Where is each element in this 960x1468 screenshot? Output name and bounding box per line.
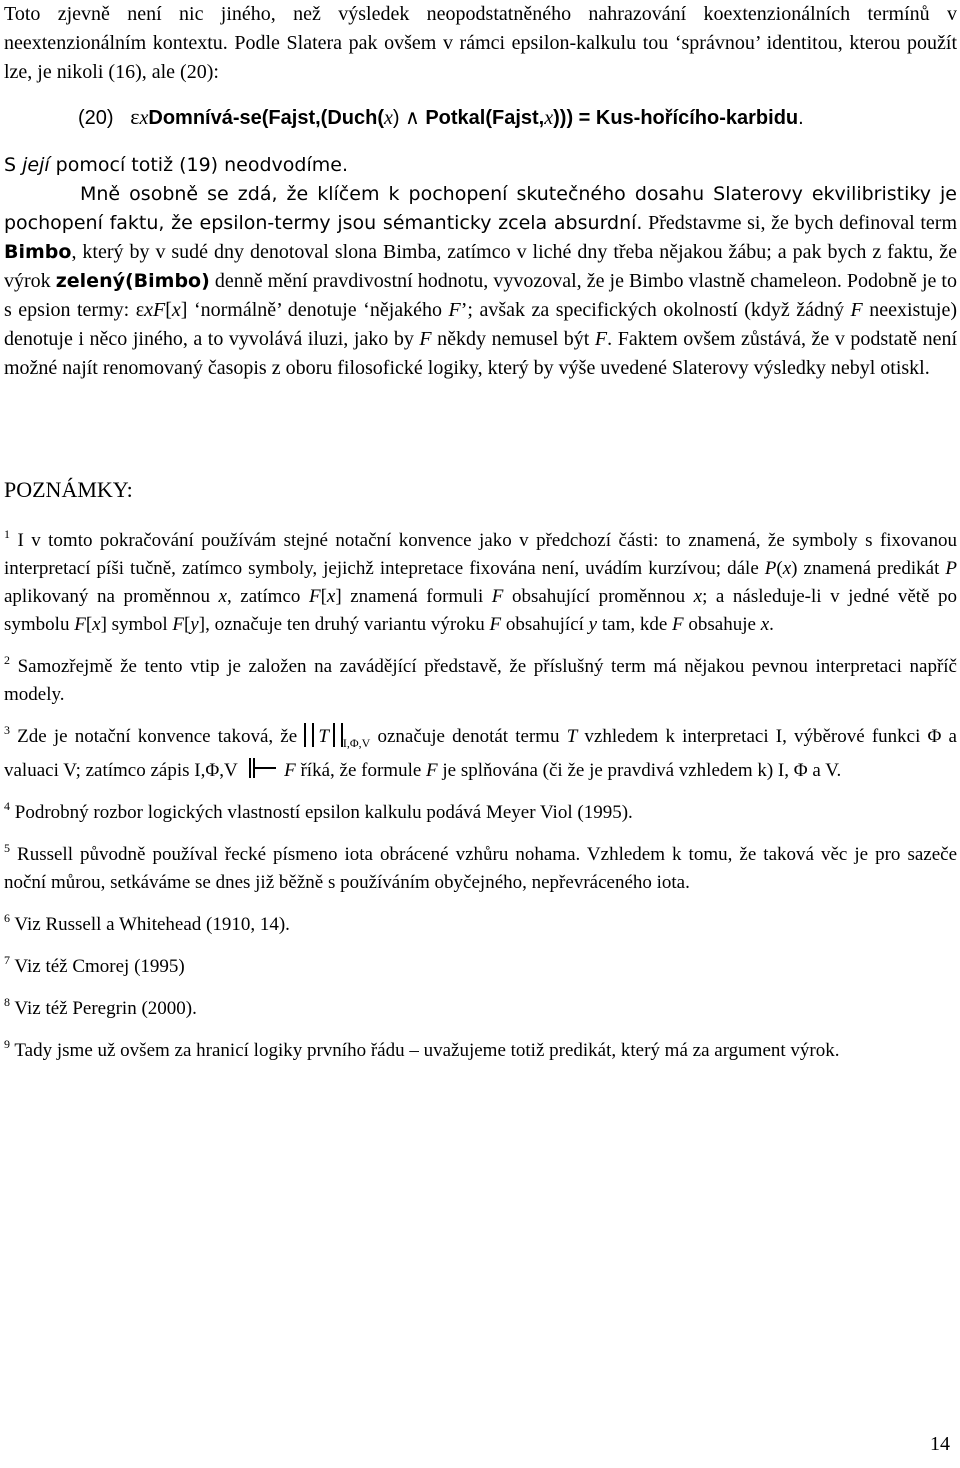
- fn1-g: ; a následuje-li v jedné větě po symbolu: [4, 586, 958, 635]
- fn1-d: , zatímco: [226, 586, 309, 607]
- fn3-b: označuje denotát termu: [370, 726, 567, 747]
- main-s6: neexistuje) denotuje i něco jiného, a to vyvolává iluzi, jako by: [4, 299, 957, 350]
- fn2-text: Samozřejmě že tento vtip je založen na zavádějící představě, že příslušný term má nějakou pevnou interpretaci napříč modely.: [4, 656, 957, 705]
- term-bimbo: Bimbo: [4, 241, 72, 263]
- formula-var: x: [139, 107, 149, 129]
- formula-var-3: x: [544, 107, 554, 129]
- fn3-e: je splňována (či že je pravdivá vzhledem k) I, Φ a V.: [437, 759, 842, 781]
- fn1-a: I v tomto pokračování používám stejné notační konvence jako v předchozí části: to znamená, že symboly s fixovanou interpretací píši tučně, zatímco symboly, jejichž intepretace fixována není, uvádím kurzívou; dále: [4, 530, 957, 579]
- fn8-text: Viz též Peregrin (2000).: [10, 997, 197, 1019]
- fn4-text: Podrobný rozbor logických vlastností epsilon kalkulu podává Meyer Viol (1995).: [10, 801, 633, 823]
- intro-paragraph: [4, 0, 957, 87]
- fn1-i: , označuje ten druhý variantu výroku: [205, 614, 490, 635]
- footnote-2-num: 2: [4, 653, 10, 667]
- sentence-s-jeji: její: [22, 154, 50, 176]
- footnote-5-num: 5: [4, 840, 10, 855]
- main-F-2: F: [448, 299, 461, 321]
- fn1-f: obsahující proměnnou: [503, 586, 694, 607]
- fn3-T: T: [318, 726, 329, 747]
- fn1-x3: x: [326, 586, 336, 607]
- double-bar-left: [304, 723, 314, 747]
- formula-potkal: Potkal(Fajst,: [425, 107, 545, 129]
- main-s5: ’; avšak za specifických okolností (když žádný: [460, 299, 851, 321]
- footnote-4: [4, 799, 957, 827]
- main-F-5: F: [594, 328, 608, 350]
- fn3-d: říká, že formule: [295, 759, 427, 781]
- footnote-1-num: 1: [4, 527, 10, 541]
- epsilon-symbol: ε: [130, 104, 140, 129]
- footnote-9-num: 9: [4, 1036, 10, 1051]
- main-bracket-open: [: [165, 299, 172, 321]
- fn1-l: obsahuje: [683, 614, 761, 635]
- fn1-x2: x: [218, 586, 227, 607]
- footnote-7: [4, 953, 957, 981]
- fn1-F4: F: [172, 614, 184, 635]
- fn3-F: F: [284, 759, 296, 781]
- footnote-8: [4, 995, 957, 1023]
- main-F: F: [153, 299, 166, 321]
- fn3-T2: T: [566, 726, 578, 747]
- main-sans-part: Mně osobně se zdá, že klíčem k pochopení skutečného dosahu Slaterovy ekvilibristiky je pochopení faktu, že epsilon-termy jsou sémanticky zcela absurdní.: [4, 183, 957, 234]
- fn1-y2: y: [588, 614, 598, 635]
- page-number: 14: [930, 1433, 950, 1455]
- fn1-x: x: [782, 558, 792, 579]
- term-zeleny: zelený(Bimbo): [55, 270, 210, 292]
- fn1-e: znamená formuli: [341, 586, 492, 607]
- fn5-text: Russell původně používal řecké písmeno iota obrácené vzhůru nohama. Vzhledem k tomu, že taková věc je pro sazeče noční můrou, setkáváme se dnes již běžně s používáním obyčejného, nepřevráceného iota.: [4, 843, 957, 893]
- fn1-F6: F: [672, 614, 684, 635]
- fn1-x5: x: [92, 614, 101, 635]
- main-x-2: x: [171, 299, 181, 321]
- page: [4, 0, 957, 1065]
- fn1-j: obsahující: [501, 614, 589, 635]
- fn1-b: znamená predikát: [797, 558, 946, 579]
- fn1-k: tam, kde: [597, 614, 673, 635]
- formula-predicate: Domnívá-se(Fajst,(Duch(: [148, 107, 384, 129]
- main-s4: ‘normálně’ denotuje ‘nějakého: [187, 299, 449, 321]
- fn1-c: aplikovaný na proměnnou: [4, 586, 219, 607]
- fn3-a: Zde je notační konvence taková, že: [10, 726, 305, 747]
- double-turnstile-icon: [248, 757, 278, 779]
- fn1-F3: F: [74, 614, 86, 635]
- main-x: x: [144, 299, 153, 321]
- fn6-text: Viz Russell a Whitehead (1910, 14).: [10, 913, 290, 935]
- footnote-3-num: 3: [4, 723, 10, 737]
- and-symbol: ∧: [405, 107, 420, 129]
- fn9-text: Tady jsme už ovšem za hranicí logiky prvního řádu – uvažujeme totiž predikát, který má za argument výrok.: [10, 1039, 840, 1061]
- main-paragraph: [4, 180, 957, 383]
- main-F-4: F: [419, 328, 432, 350]
- fn1-y: y: [190, 614, 199, 635]
- sentence-s-a: S: [4, 154, 23, 176]
- main-s3: denně mění pravdivostní hodnotu, vyvozoval, že je Bimbo vlastně chameleon. Podobně je to s epsion termy:: [4, 270, 957, 321]
- fn1-F: F: [308, 586, 321, 607]
- footnote-2: [4, 653, 957, 709]
- main-eps: ε: [135, 299, 145, 321]
- fn7-text: Viz též Cmorej (1995): [10, 955, 185, 977]
- formula-20: [78, 102, 957, 133]
- formula-end: .: [798, 107, 804, 129]
- footnote-6: [4, 911, 957, 939]
- fn1-h: symbol: [106, 614, 173, 635]
- fn1-x6: x: [760, 614, 770, 635]
- formula-var-2: x: [383, 107, 393, 129]
- main-F-3: F: [850, 299, 863, 321]
- sentence-s: [4, 151, 957, 180]
- footnote-8-num: 8: [4, 994, 10, 1009]
- footnote-6-num: 6: [4, 910, 10, 925]
- footnote-4-num: 4: [4, 798, 10, 813]
- footnote-5: [4, 841, 957, 897]
- main-bracket-close: ]: [180, 299, 188, 321]
- fn1-P2: P: [945, 558, 957, 579]
- fn1-P: P: [764, 558, 777, 579]
- main-s7: někdy nemusel být: [431, 328, 595, 350]
- footnote-1: $^1$ I v tomto pokračování používám stejné notační konvence jako v předchozí části: to znamená, že symboly s fixovanou interpretací píši tučně, zatímco symboly, jejichž intepretace fixována není, uvádím kurzívou; dále P(x) znamená predikát P aplikovaný na proměnnou x, zatímco F[x] znamená formuli F obsahující proměnnou x; a následuje-li v jedné větě po symbolu F[x] symbol F[y], označuje ten druhý variantu výroku F obsahující y tam, kde F obsahuje x.: [4, 527, 958, 635]
- fn1-F2: F: [491, 586, 504, 607]
- footnote-9: [4, 1037, 957, 1065]
- main-s1: Představme si, že bych definoval term: [642, 212, 957, 234]
- fn3-sub: I,Φ,V: [342, 735, 371, 750]
- notes-heading: POZNÁMKY:: [4, 477, 133, 502]
- sentence-s-c: pomocí totiž (19) neodvodíme.: [49, 154, 348, 176]
- footnote-3: [4, 723, 957, 785]
- double-bar-right: [333, 723, 343, 747]
- fn1-m: .: [769, 614, 774, 635]
- intro-text: Toto zjevně není nic jiného, než výsledek neopodstatněného nahrazování koextenzionálních termínů v neextenzionálním kontextu. Podle Slatera pak ovšem v rámci epsilon-kalkulu tou ‘správnou’ identitou, kterou použít lze, je nikoli (16), ale (20):: [4, 3, 957, 83]
- formula-number: (20): [78, 107, 114, 129]
- fn3-F2: F: [426, 759, 438, 781]
- main-s2: , který by v sudé dny denotoval slona Bimba, zatímco v liché dny třeba nějakou žábu; a pak bych z faktu, že výrok: [4, 241, 957, 292]
- footnote-7-num: 7: [4, 952, 10, 967]
- fn1-x4: x: [693, 586, 703, 607]
- formula-result: ))) = Kus-hořícího-karbidu: [553, 107, 799, 129]
- fn1-F5: F: [489, 614, 502, 635]
- fn3-c: vzhledem k interpretaci I, výběrové funkci Φ a valuaci V; zatímco zápis I,Φ,V: [4, 726, 957, 781]
- formula-paren: ): [392, 107, 400, 129]
- main-s8: . Faktem ovšem zůstává, že v podstatě není možné najít renomovaný časopis z oboru filosofické logiky, který by výše uvedené Slaterovy výsledky nebyl otiskl.: [4, 328, 958, 379]
